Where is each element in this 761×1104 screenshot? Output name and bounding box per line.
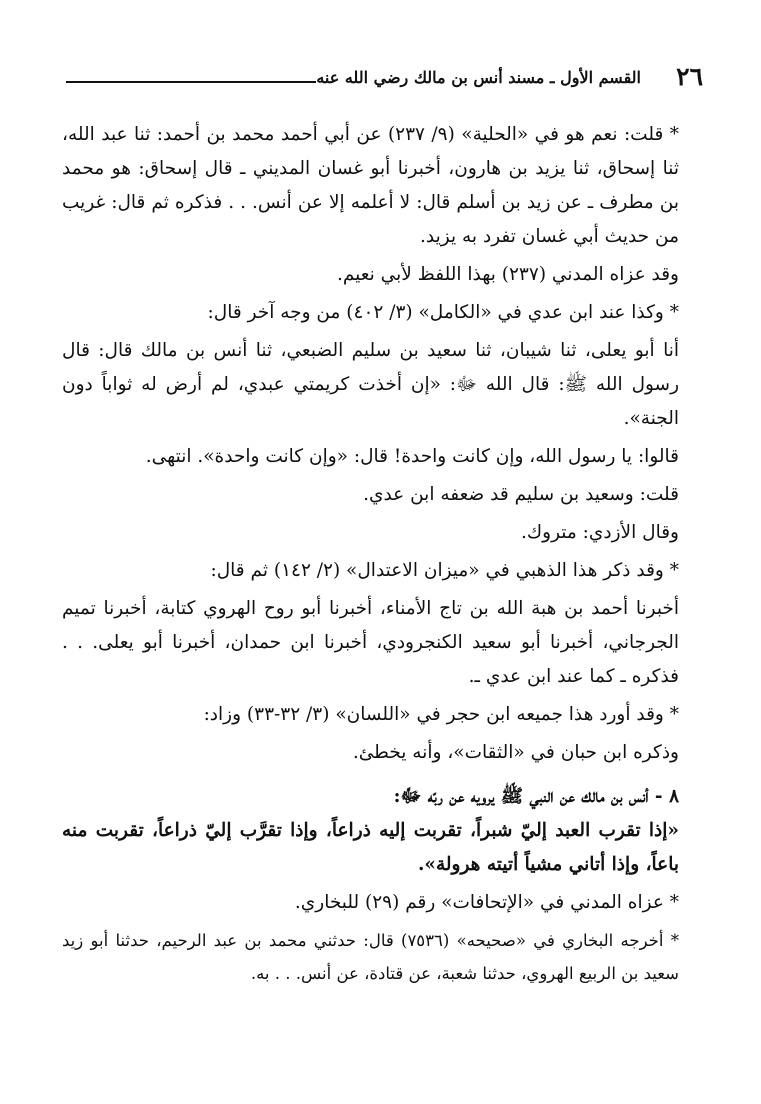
header-rule: [66, 81, 316, 83]
paragraph-ibn-hajar-lisan: * وقد أورد هذا جميعه ابن حجر في «اللسان» (٣/ ٣٢-٣٣) وزاد:: [203, 704, 679, 725]
page-number: ٢٦: [676, 62, 703, 91]
paragraph-ibn-hibban: وذكره ابن حبان في «الثقات»، وأنه يخطئ.: [352, 742, 679, 763]
paragraph-hilya-citation: * قلت: نعم هو في «الحلية» (٩/ ٢٣٧) عن أبي أحمد محمد بن أحمد: ثنا عبد الله، ثنا إسحاق، ثنا يزيد بن هارون، أخبرنا أبو غسان المديني ـ قال إسحاق: هو محمد بن مطرف ـ عن زيد بن أسلم قال: لا أعلمه إلا عن أنس. . . فذكره ثم قال: غريب من حديث أبي غسان تفرد به يزيد.: [62, 124, 679, 247]
page-body: [62, 118, 703, 990]
paragraph-dhahabi-chain: أخبرنا أحمد بن هبة الله بن تاج الأمناء، أخبرنا أبو روح الهروي كتابة، أخبرنا تميم الجرجاني، أخبرنا أبو سعيد الكنجرودي، أخبرنا ابن حمدان، أخبرنا أبو يعلى. . . فذكره ـ كما عند ابن عدي ـ.: [62, 598, 679, 687]
paragraph-abu-yala-chain: أنا أبو يعلى، ثنا شيبان، ثنا سعيد بن سليم الضبعي، ثنا أنس بن مالك قال: قال رسول الله ﷺ: قال الله ﷻ: «إن أخذت كريمتي عبدي، لم أرض له ثواباً دون الجنة».: [62, 340, 679, 429]
paragraph-bukhari-sahih: * أخرجه البخاري في «صحيحه» (٧٥٣٦) قال: حدثني محمد بن عبد الرحيم، حدثنا أبو زيد سعيد بن الربيع الهروي، حدثنا شعبة، عن قتادة، عن أنس. . . به.: [62, 931, 679, 983]
paragraph-madani-attribution: وقد عزاه المدني (٢٣٧) بهذا اللفظ لأبي نعيم.: [336, 264, 679, 285]
paragraph-ithafat: * عزاه المدني في «الإتحافات» رقم (٢٩) للبخاري.: [294, 892, 679, 913]
running-title: القسم الأول ـ مسند أنس بن مالك رضي الله عنه: [316, 68, 641, 87]
paragraph-qalu: قالوا: يا رسول الله، وإن كانت واحدة! قال: «وإن كانت واحدة». انتهى.: [145, 446, 679, 467]
paragraph-dhahabi-mizan: * وقد ذكر هذا الذهبي في «ميزان الاعتدال» (٢/ ١٤٢) ثم قال:: [210, 560, 679, 581]
paragraph-azdi: وقال الأزدي: متروك.: [521, 522, 679, 543]
hadith-text: «إذا تقرب العبد إليّ شبراً، تقربت إليه ذراعاً، وإذا تقرَّب إليّ ذراعاً، تقربت منه باعاً، وإذا أتاني مشياً أتيته هرولة».: [62, 820, 679, 875]
paragraph-ibn-adi-kamil: * وكذا عند ابن عدي في «الكامل» (٣/ ٤٠٢) من وجه آخر قال:: [207, 302, 679, 323]
hadith-heading: ٨ - أنس بن مالك عن النبي ﷺ يرويه عن ربّه ﷻ:: [393, 786, 679, 807]
page-header: [66, 62, 703, 96]
paragraph-saeed-weak: قلت: وسعيد بن سليم قد ضعفه ابن عدي.: [363, 484, 679, 505]
